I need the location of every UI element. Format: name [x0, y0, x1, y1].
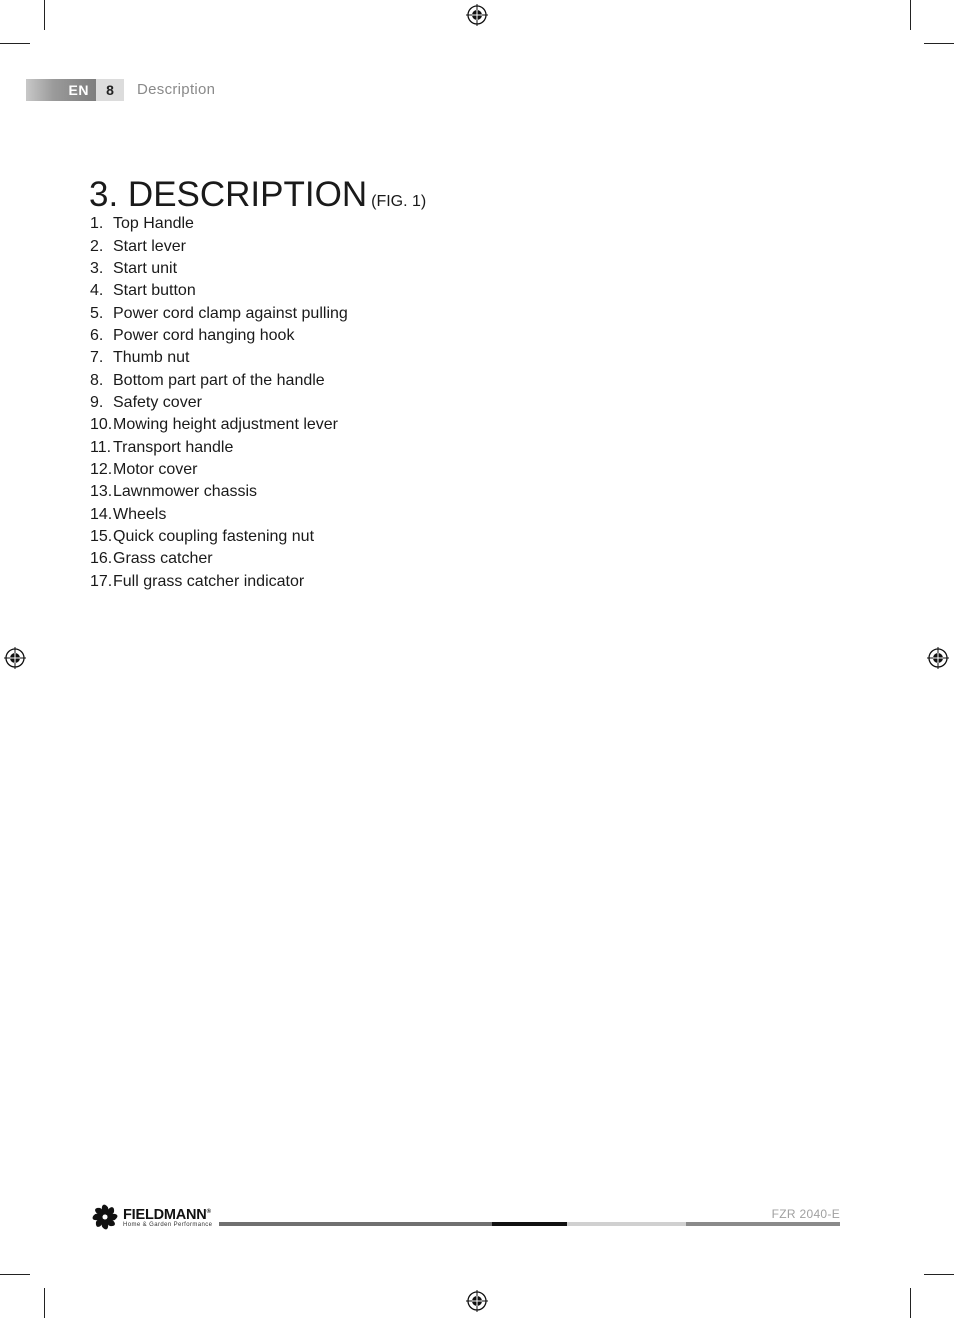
- list-item: [90, 481, 348, 503]
- crop-mark: [0, 1274, 30, 1275]
- item-number: 7.: [90, 349, 104, 367]
- list-item: [90, 392, 348, 414]
- model-number: FZR 2040-E: [771, 1207, 840, 1221]
- item-label: Wheels: [113, 505, 167, 523]
- list-item: [90, 369, 348, 391]
- item-label: Bottom part part of the handle: [113, 371, 325, 389]
- registered-mark: ®: [206, 1208, 211, 1215]
- item-label: Quick coupling fastening nut: [113, 527, 315, 545]
- item-label: Safety cover: [113, 393, 202, 411]
- item-number: 11.: [90, 438, 112, 456]
- item-label: Transport handle: [113, 438, 234, 456]
- list-item: [90, 235, 348, 257]
- language-label: EN: [26, 79, 96, 101]
- item-label: Lawnmower chassis: [113, 483, 258, 501]
- list-item: [90, 302, 348, 324]
- item-number: 15.: [90, 527, 113, 545]
- page-title: [89, 175, 426, 215]
- item-number: 10.: [90, 416, 113, 434]
- item-number: 8.: [90, 371, 104, 389]
- item-number: 12.: [90, 460, 113, 478]
- list-item: [90, 325, 348, 347]
- list-item: [90, 459, 348, 481]
- crop-mark: [44, 0, 45, 30]
- crop-mark: [924, 43, 954, 44]
- list-item: [90, 258, 348, 280]
- item-label: Start button: [113, 282, 196, 300]
- brand-text-block: [123, 1205, 212, 1230]
- item-label: Power cord clamp against pulling: [113, 304, 348, 322]
- item-number: 14.: [90, 505, 113, 523]
- crop-mark: [924, 1274, 954, 1275]
- item-number: 3.: [90, 259, 104, 277]
- item-label: Mowing height adjustment lever: [113, 416, 339, 434]
- item-label: Thumb nut: [113, 349, 190, 367]
- page-header-tab: [26, 79, 124, 101]
- item-number: 4.: [90, 282, 104, 300]
- footer-bar-dark: [492, 1222, 567, 1226]
- brand-wordmark: FIELDMANN: [123, 1206, 207, 1223]
- title-text: 3. DESCRIPTION: [89, 175, 368, 215]
- crop-mark: [0, 43, 30, 44]
- item-number: 5.: [90, 304, 104, 322]
- item-label: Top Handle: [113, 215, 194, 233]
- list-item: [90, 526, 348, 548]
- list-item: [90, 213, 348, 235]
- registration-mark-icon: [927, 647, 949, 669]
- registration-mark-icon: [466, 1290, 488, 1312]
- crop-mark: [910, 0, 911, 30]
- brand-logo: [90, 1202, 212, 1232]
- item-number: 6.: [90, 326, 104, 344]
- figure-reference: (FIG. 1): [371, 193, 427, 211]
- list-item: [90, 571, 348, 593]
- footer-bar-light: [567, 1222, 686, 1226]
- footer-bar-mid: [219, 1222, 492, 1226]
- list-item: [90, 347, 348, 369]
- list-item: [90, 280, 348, 302]
- list-item: [90, 414, 348, 436]
- item-number: 2.: [90, 237, 104, 255]
- item-label: Start lever: [113, 237, 186, 255]
- item-number: 16.: [90, 550, 113, 568]
- item-label: Full grass catcher indicator: [113, 572, 305, 590]
- item-number: 17.: [90, 572, 113, 590]
- footer-bar-end: [686, 1222, 840, 1226]
- section-name: Description: [137, 81, 216, 98]
- brand-name: [123, 1205, 212, 1223]
- item-label: Power cord hanging hook: [113, 326, 295, 344]
- brand-tagline: Home & Garden Performance: [123, 1222, 213, 1229]
- item-label: Motor cover: [113, 460, 198, 478]
- item-label: Start unit: [113, 259, 178, 277]
- registration-mark-icon: [466, 4, 488, 26]
- crop-mark: [44, 1288, 45, 1318]
- item-label: Grass catcher: [113, 550, 213, 568]
- list-item: [90, 548, 348, 570]
- item-number: 13.: [90, 483, 113, 501]
- registration-mark-icon: [4, 647, 26, 669]
- item-number: 9.: [90, 393, 104, 411]
- list-item: [90, 503, 348, 525]
- fieldmann-flower-logo-icon: [90, 1202, 120, 1232]
- crop-mark: [910, 1288, 911, 1318]
- list-item: [90, 436, 348, 458]
- parts-list: [90, 213, 348, 593]
- page-number: 8: [96, 79, 124, 101]
- item-number: 1.: [90, 215, 104, 233]
